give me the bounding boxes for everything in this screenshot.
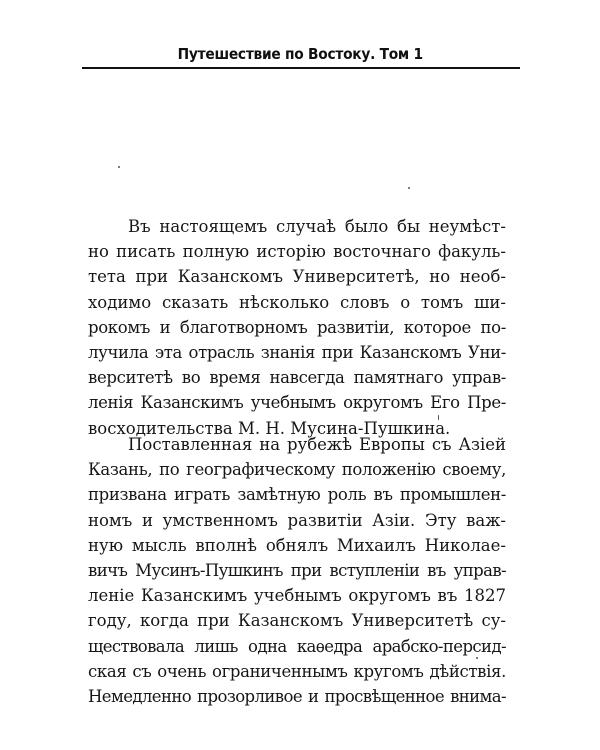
text-line: ходимо сказать нѣсколько словъ о томъ ши-	[88, 292, 506, 312]
text-line: восходительства М. Н. Мусина-Пушкина.	[88, 418, 451, 438]
text-line: вичъ Мусинъ-Пушкинъ при вступленіи въ управ-	[88, 560, 506, 580]
text-line: ществовала лишь одна каѳедра арабско-персид-	[88, 636, 506, 656]
text-line: ную мысль вполнѣ обнялъ Михаилъ Николае-	[88, 535, 506, 555]
text-line: ская съ очень ограниченнымъ кругомъ дѣйствія.	[88, 661, 506, 681]
text-line: тета при Казанскомъ Университетѣ, но необ-	[88, 267, 506, 287]
print-speck	[408, 187, 410, 189]
text-line: призвана играть замѣтную роль въ промышлен-	[88, 485, 506, 505]
page-header	[0, 44, 600, 63]
header-divider	[82, 67, 520, 69]
text-line: Казань, по географическому положенію своему,	[88, 460, 506, 480]
paragraph-1	[88, 214, 506, 441]
text-line: верситетѣ во время навсегда памятнаго управ-	[88, 368, 506, 388]
paragraph-2	[88, 432, 506, 709]
text-line: Въ настоящемъ случаѣ было бы неумѣст-	[128, 217, 506, 236]
text-line: леніе Казанскимъ учебнымъ округомъ въ 1827	[88, 586, 506, 606]
print-speck	[118, 166, 120, 168]
text-line: рокомъ и благотворномъ развитіи, которое по-	[88, 317, 506, 337]
text-line: Немедленно прозорливое и просвѣщенное внима-	[88, 686, 506, 706]
text-line: году, когда при Казанскомъ Университетѣ су-	[88, 611, 506, 631]
text-line: лучила эта отрасль знанія при Казанскомъ Уни-	[88, 342, 506, 362]
book-title: Путешествие по Востоку. Том 1	[177, 45, 423, 63]
text-line: номъ и умственномъ развитіи Азіи. Эту важ-	[88, 510, 506, 530]
text-line: Поставленная на рубежѣ Европы съ Азіей	[128, 435, 506, 454]
text-line: но писать полную исторію восточнаго факуль-	[88, 242, 506, 262]
text-line: ленія Казанскимъ учебнымъ округомъ Его Пре-	[88, 393, 506, 413]
